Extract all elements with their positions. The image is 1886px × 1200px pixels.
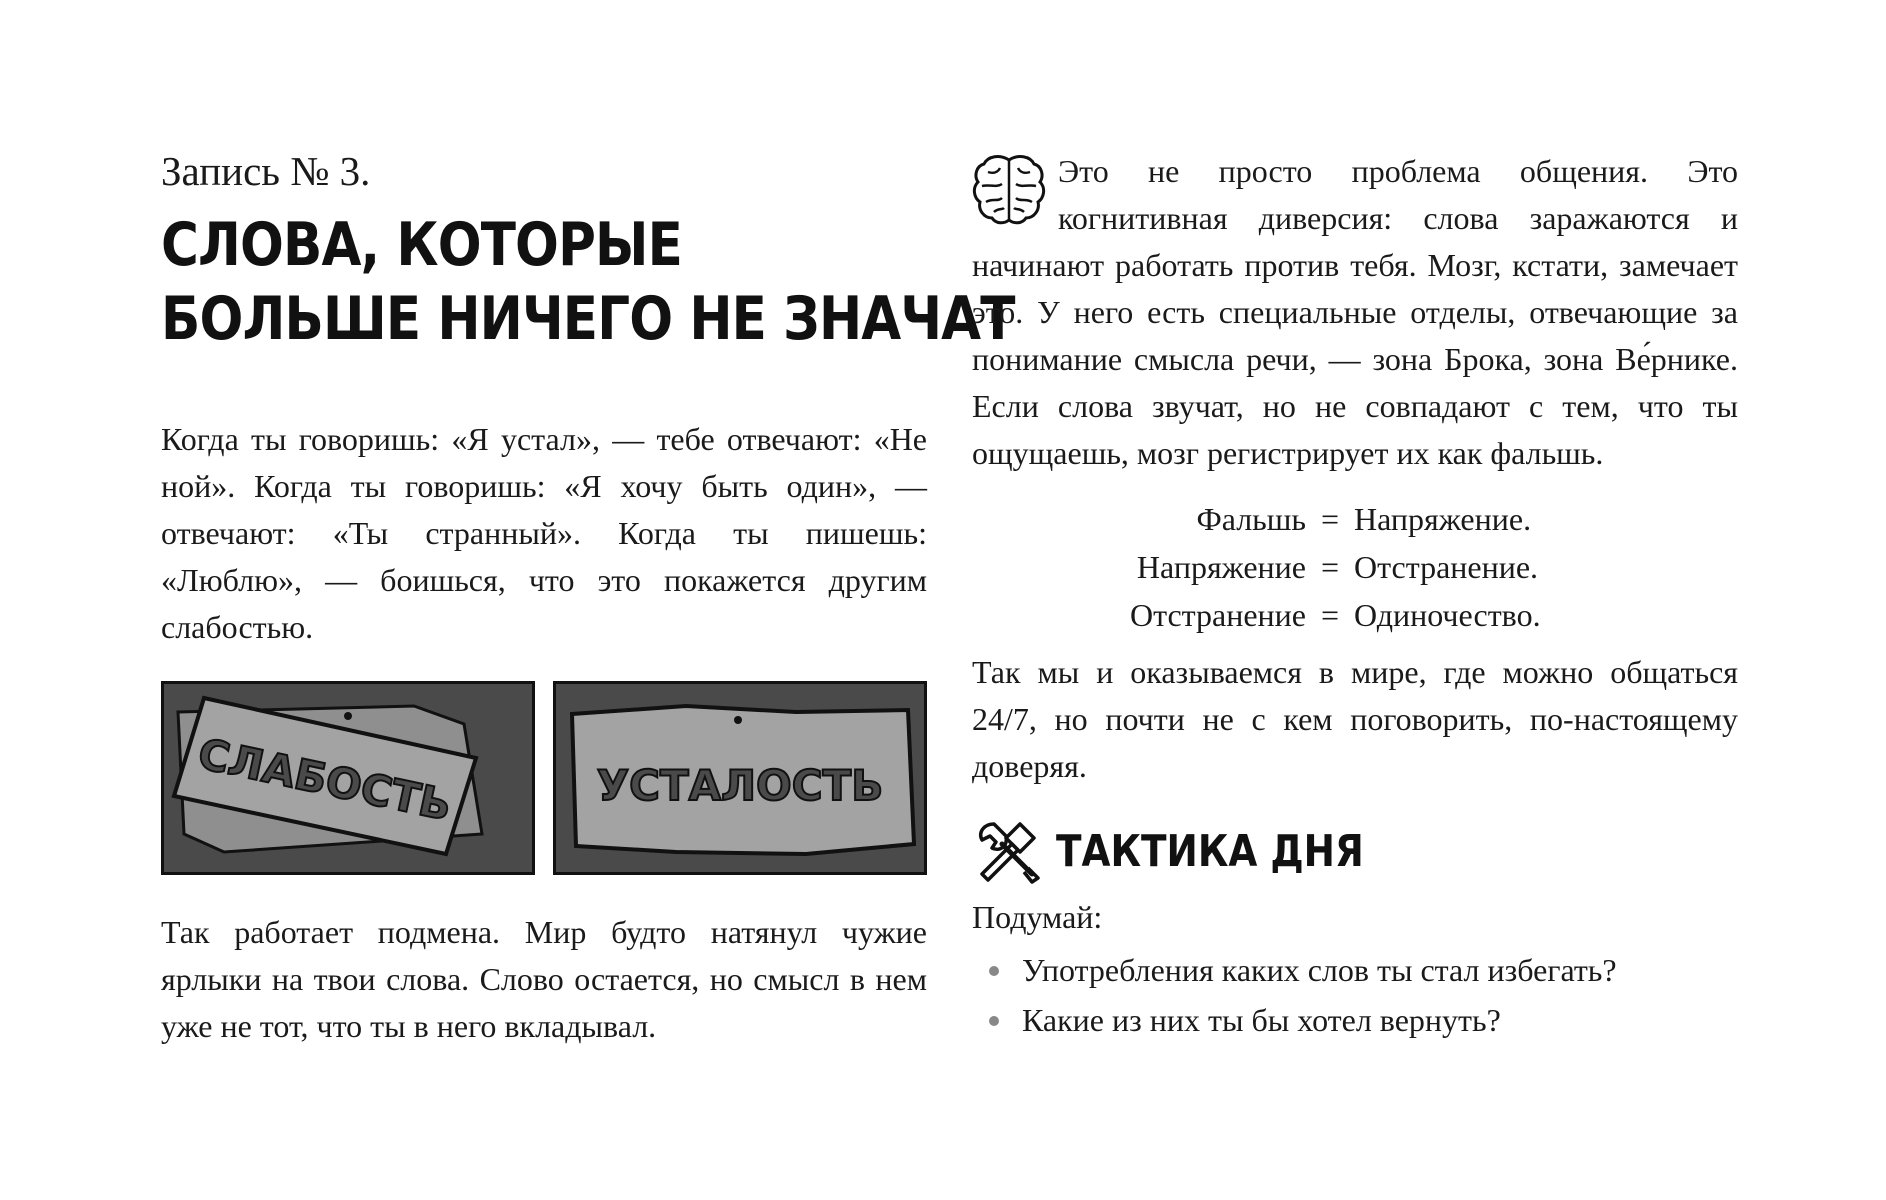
equations-block [972,495,1738,639]
question-list [972,945,1738,1045]
equation-left: Фальшь [1196,501,1306,537]
fatigue-sign-text: УСТАЛОСТЬ [596,761,884,810]
list-item: Употребления каких слов ты стал избегать? [972,945,1738,995]
equation-right: Напряжение. [1354,501,1532,537]
tools-icon [972,816,1042,886]
equation-right: Отстранение. [1354,549,1539,585]
brain-icon [972,152,1046,228]
think-label: Подумай: [972,899,1103,935]
communication-paragraph: Так мы и оказываемся в мире, где можно общаться 24/7, но почти не с кем поговорить, по-настоящему доверяя. [972,654,1738,784]
left-column [161,148,1015,1050]
tactic-header [972,816,1738,886]
comic-panel-weakness [161,681,535,875]
equation-row [972,591,1738,639]
weakness-sign-text: СЛАБОСТЬ [193,728,456,831]
cognitive-paragraph: Это не просто проблема общения. Это когнитивная диверсия: слова заражаются и начинают работать против тебя. Мозг, кстати, замечает это. У него есть специальные отделы, отвечающие за понимание смысла речи, — зона Брока, зона Ве́рнике. Если слова звучат, но не совпадают с тем, что ты ощущаешь, мозг регистрирует их как фальшь. [972,153,1738,471]
equation-left: Напряжение [1136,549,1306,585]
equation-left: Отстранение [1129,597,1306,633]
intro-paragraph: Когда ты говоришь: «Я устал», — тебе отвечают: «Не ной». Когда ты говоришь: «Я хочу быть один», — отвечают: «Ты странный». Когда ты пишешь: «Люблю», — боишься, что это покажется другим слабостью. [161,421,927,645]
equals-sign: = [1320,501,1340,537]
substitution-paragraph: Так работает подмена. Мир будто натянул чужие ярлыки на твои слова. Слово остается, но смысл в нем уже не тот, что ты в него вкладывал. [161,914,927,1044]
equation-right: Одиночество. [1354,597,1541,633]
weakness-sign-illustration [164,684,532,872]
equation-row [972,543,1738,591]
chapter-title [161,208,1015,356]
chapter-title-line2: БОЛЬШЕ НИЧЕГО НЕ ЗНАЧАТ [161,284,1015,354]
equals-sign: = [1320,549,1340,585]
equation-row [972,495,1738,543]
right-column [972,148,1738,1045]
chapter-title-line1: СЛОВА, КОТОРЫЕ [161,210,683,280]
list-item: Какие из них ты бы хотел вернуть? [972,995,1738,1045]
entry-label: Запись № 3. [161,148,371,194]
comic-panel-fatigue [553,681,927,875]
equals-sign: = [1320,597,1340,633]
fatigue-sign-illustration [556,684,924,872]
comic-panels [161,681,927,875]
tactic-title: ТАКТИКА ДНЯ [1056,825,1364,877]
